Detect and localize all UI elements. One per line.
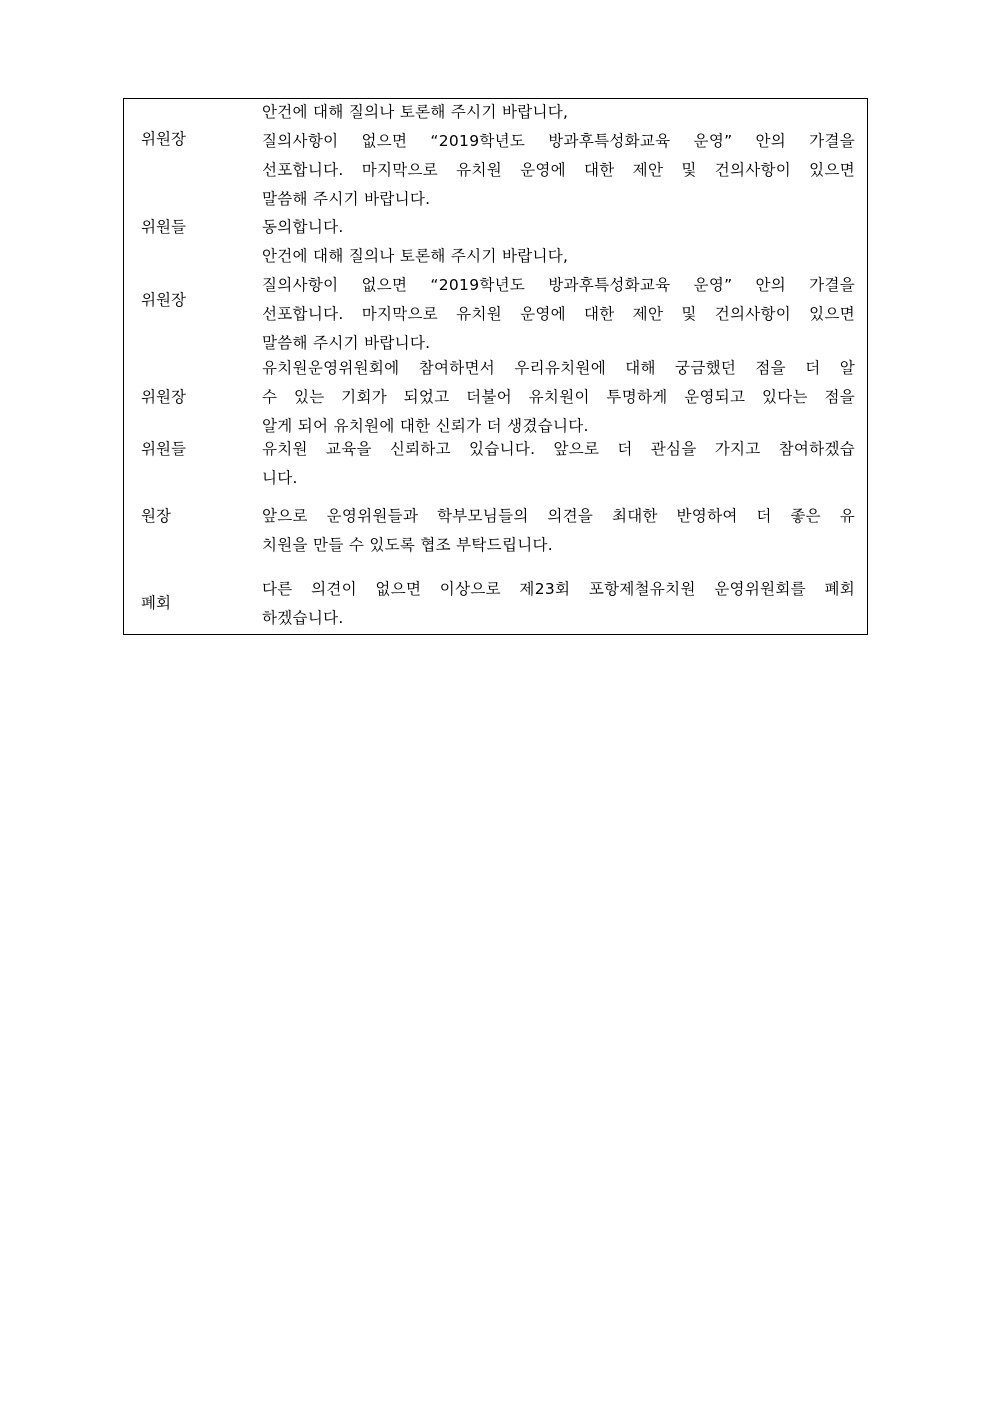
statement-line: 다른 의견이 없으면 이상으로 제23회 포항제철유치원 운영위원회를 폐회 (262, 580, 855, 598)
minutes-row (124, 98, 867, 215)
statement-text (262, 98, 855, 214)
statement-line: 말씀해 주시기 바랍니다. (262, 334, 431, 352)
statement-line: 선포합니다. 마지막으로 유치원 운영에 대한 제안 및 건의사항이 있으면 (262, 305, 855, 323)
minutes-table (123, 98, 868, 635)
statement-line: 질의사항이 없으면 “2019학년도 방과후특성화교육 운영” 안의 가결을 (262, 132, 855, 150)
minutes-row (124, 242, 867, 359)
statement-text (262, 213, 855, 242)
statement-text (262, 354, 855, 441)
minutes-row (124, 575, 867, 633)
minutes-row (124, 213, 867, 242)
statement-line: 질의사항이 없으면 “2019학년도 방과후특성화교육 운영” 안의 가결을 (262, 276, 855, 294)
speaker-label: 위원들 (141, 440, 186, 458)
speaker-label: 위원장 (141, 388, 186, 406)
statement-line: 하겠습니다. (262, 609, 344, 627)
statement-line: 알게 되어 유치원에 대한 신뢰가 더 생겼습니다. (262, 417, 589, 435)
statement-line: 선포합니다. 마지막으로 유치원 운영에 대한 제안 및 건의사항이 있으면 (262, 161, 855, 179)
statement-line: 니다. (262, 469, 298, 487)
statement-line: 앞으로 운영위원들과 학부모님들의 의견을 최대한 반영하여 더 좋은 유 (262, 507, 855, 525)
minutes-row (124, 435, 867, 493)
speaker-label: 위원들 (141, 218, 186, 236)
speaker-label: 폐회 (141, 594, 171, 612)
statement-line: 동의합니다. (262, 218, 344, 236)
statement-line: 유치원운영위원회에 참여하면서 우리유치원에 대해 궁금했던 점을 더 알 (262, 359, 855, 377)
statement-line: 유치원 교육을 신뢰하고 있습니다. 앞으로 더 관심을 가지고 참여하겠습 (262, 440, 855, 458)
statement-text (262, 575, 855, 633)
speaker-label: 위원장 (141, 130, 186, 148)
statement-text (262, 502, 855, 560)
minutes-row (124, 354, 867, 441)
minutes-row (124, 502, 867, 560)
statement-line: 안건에 대해 질의나 토론해 주시기 바랍니다, (262, 103, 569, 121)
statement-line: 치원을 만들 수 있도록 협조 부탁드립니다. (262, 536, 554, 554)
statement-line: 말씀해 주시기 바랍니다. (262, 190, 431, 208)
statement-text (262, 242, 855, 358)
speaker-label: 위원장 (141, 291, 186, 309)
speaker-label: 원장 (141, 507, 171, 525)
statement-text (262, 435, 855, 493)
statement-line: 수 있는 기회가 되었고 더불어 유치원이 투명하게 운영되고 있다는 점을 (262, 388, 855, 406)
statement-line: 안건에 대해 질의나 토론해 주시기 바랍니다, (262, 247, 569, 265)
